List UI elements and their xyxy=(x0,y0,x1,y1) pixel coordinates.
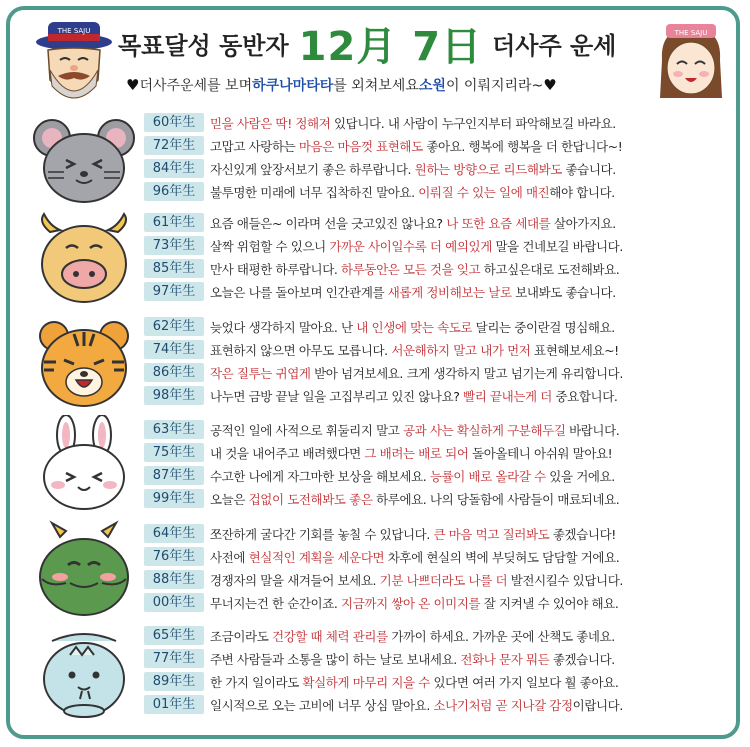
subtitle-highlight2: 소원 xyxy=(418,78,446,94)
fortune-text: 표현하지 않으면 아무도 모릅니다. 서운해하지 말고 내가 먼저 표현해보세요~! xyxy=(210,342,619,358)
fortune-row xyxy=(144,592,618,613)
fortune-row xyxy=(144,523,616,544)
year-badge: 63年生 xyxy=(144,420,204,439)
fortune-row xyxy=(144,625,615,646)
crown-logo-text: THE SAJU xyxy=(674,29,708,37)
fortune-row xyxy=(144,671,618,692)
year-badge: 85年生 xyxy=(144,259,204,278)
year-badge: 62年生 xyxy=(144,317,204,336)
fortune-text: 믿을 사람은 딱! 정해져 있답니다. 내 사람이 누구인지부터 파악해보길 바라요. xyxy=(210,115,616,131)
fortune-row xyxy=(144,281,616,302)
fortune-row xyxy=(144,442,612,463)
year-badge: 01年生 xyxy=(144,695,204,714)
fortune-text: 늦었다 생각하지 말아요. 난 내 인생에 맞는 속도로 달리는 중이란걸 명심해요. xyxy=(210,319,615,335)
fortune-row xyxy=(144,694,623,715)
fortune-row xyxy=(144,258,619,279)
fortune-text: 내 것을 내어주고 배려했다면 그 배려는 배로 되어 돌아올테니 아쉬워 말아요! xyxy=(210,445,613,461)
fortune-text: 공적인 일에 사적으로 휘둘리지 말고 공과 사는 확실하게 구분해두길 바랍니다. xyxy=(210,422,620,438)
fortune-text: 일시적으로 오는 고비에 너무 상심 말아요. 소나기처럼 곧 지나갈 감정이랍니다. xyxy=(210,697,623,713)
year-badge: 76年生 xyxy=(144,547,204,566)
heart-icon: ♥ xyxy=(543,76,557,94)
fortune-row xyxy=(144,339,619,360)
hat-logo-text: THE SAJU xyxy=(57,27,91,35)
year-badge: 89年生 xyxy=(144,672,204,691)
title-suffix: 더사주 운세 xyxy=(492,31,617,60)
fortune-text: 작은 질투는 귀엽게 받아 넘겨보세요. 크게 생각하지 말고 넘기는게 유리합니다. xyxy=(210,365,623,381)
fortune-text: 사전에 현실적인 계획을 세운다면 차후에 현실의 벽에 부딪혀도 담담할 거에요. xyxy=(210,549,620,565)
page-title xyxy=(118,20,638,70)
snake-icon xyxy=(30,621,138,721)
fortune-row xyxy=(144,112,616,133)
fortune-row xyxy=(144,488,619,509)
year-badge: 73年生 xyxy=(144,236,204,255)
fortune-text: 자신있게 앞장서보기 좋은 하루랍니다. 원하는 방향으로 리드해봐도 좋습니다. xyxy=(210,161,616,177)
fortune-text: 주변 사람들과 소통을 많이 하는 날로 보내세요. 전화나 문자 뭐든 좋겠습니다. xyxy=(210,651,615,667)
fortune-text: 조금이라도 건강할 때 체력 관리를 가까이 하세요. 가까운 곳에 산책도 좋네요. xyxy=(210,628,615,644)
fortune-text: 고맙고 사랑하는 마음은 마음껏 표현해도 좋아요. 행복에 행복을 더 한답니다~! xyxy=(210,138,623,154)
year-badge: 74年生 xyxy=(144,340,204,359)
heart-icon: ♥ xyxy=(126,76,140,94)
subtitle-part1: 더사주운세를 보며 xyxy=(139,78,253,94)
year-badge: 86年生 xyxy=(144,363,204,382)
fortune-row xyxy=(144,569,623,590)
fortune-row xyxy=(144,212,616,233)
fortune-row xyxy=(144,158,616,179)
dragon-icon xyxy=(30,519,138,619)
fortune-text: 쪼잔하게 굴다간 기회를 놓칠 수 있답니다. 큰 마음 먹고 질러봐도 좋겠습니다! xyxy=(210,526,616,542)
ox-icon xyxy=(30,208,138,308)
year-badge: 98年生 xyxy=(144,386,204,405)
year-badge: 88年生 xyxy=(144,570,204,589)
fortune-text: 만사 태평한 하루랍니다. 하루동안은 모든 것을 잊고 하고싶은대로 도전해봐요. xyxy=(210,261,620,277)
year-badge: 00年生 xyxy=(144,593,204,612)
year-badge: 96年生 xyxy=(144,182,204,201)
fortune-text: 경쟁자의 말을 새겨들어 보세요. 기분 나쁘더라도 나를 더 발전시킬수 있답니다. xyxy=(210,572,623,588)
fortune-row xyxy=(144,362,623,383)
year-badge: 99年生 xyxy=(144,489,204,508)
fortune-row xyxy=(144,465,615,486)
fortune-row xyxy=(144,135,622,156)
fortune-row xyxy=(144,316,615,337)
year-badge: 84年生 xyxy=(144,159,204,178)
fortune-text: 나누면 금방 끝날 일을 고집부리고 있진 않나요? 빨리 끝내는게 더 중요합니다. xyxy=(210,388,618,404)
fortune-text: 살짝 위험할 수 있으니 가까운 사이일수록 더 예의있게 말을 건네보길 바랍니다. xyxy=(210,238,623,254)
subtitle-highlight1: 하쿠나마타타 xyxy=(252,78,334,94)
fortune-text: 요즘 애들은~ 이라며 선을 긋고있진 않나요? 나 또한 요즘 세대를 살아가지요. xyxy=(210,215,616,231)
fortune-row xyxy=(144,648,615,669)
rat-icon xyxy=(30,108,138,208)
year-badge: 64年生 xyxy=(144,524,204,543)
fortune-text: 오늘은 나를 돌아보며 인간관계를 새롭게 정비해보는 날로 보내봐도 좋습니다. xyxy=(210,284,616,300)
fortune-text: 수고한 나에게 자그마한 보상을 해보세요. 능률이 배로 올라갈 수 있을 거에요. xyxy=(210,468,615,484)
tiger-icon xyxy=(30,312,138,412)
man-avatar-icon xyxy=(34,20,114,106)
year-badge: 60年生 xyxy=(144,113,204,132)
title-date: 12月 7日 xyxy=(298,23,483,70)
year-badge: 65年生 xyxy=(144,626,204,645)
fortune-row xyxy=(144,546,619,567)
rabbit-icon xyxy=(30,415,138,515)
fortune-text: 오늘은 겁없이 도전해봐도 좋은 하루에요. 나의 당돌함에 사람들이 매료되네요. xyxy=(210,491,620,507)
year-badge: 72年生 xyxy=(144,136,204,155)
girl-avatar-icon xyxy=(652,20,730,106)
title-prefix: 목표달성 동반자 xyxy=(118,31,289,60)
year-badge: 75年生 xyxy=(144,443,204,462)
fortune-row xyxy=(144,181,615,202)
fortune-row xyxy=(144,235,623,256)
subtitle-part2: 를 외쳐보세요 xyxy=(333,78,419,94)
subtitle xyxy=(126,72,626,98)
year-badge: 77年生 xyxy=(144,649,204,668)
subtitle-part3: 이 이뤄지리라~ xyxy=(445,78,544,94)
fortune-text: 한 가지 일이라도 확실하게 마무리 지을 수 있다면 여러 가지 일보다 훨 좋아요. xyxy=(210,674,619,690)
fortune-row xyxy=(144,385,617,406)
fortune-text: 무너지는건 한 순간이죠. 지금까지 쌓아 온 이미지를 잘 지켜낼 수 있어야 해요. xyxy=(210,595,619,611)
fortune-text: 불투명한 미래에 너무 집착하진 말아요. 이뤄질 수 있는 일에 매진해야 합니다. xyxy=(210,184,615,200)
year-badge: 87年生 xyxy=(144,466,204,485)
year-badge: 97年生 xyxy=(144,282,204,301)
year-badge: 61年生 xyxy=(144,213,204,232)
fortune-row xyxy=(144,419,619,440)
